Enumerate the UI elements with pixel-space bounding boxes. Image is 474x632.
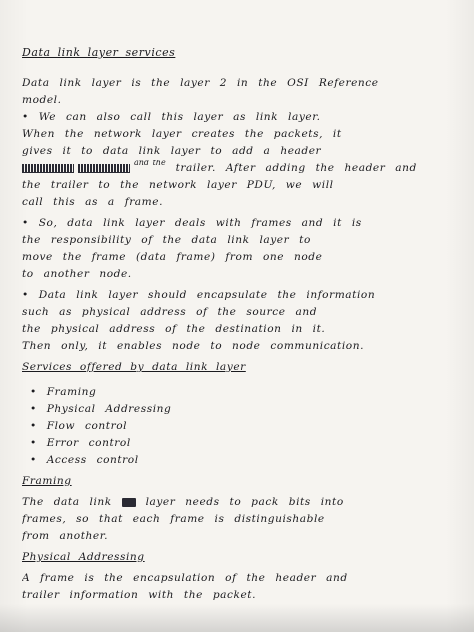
text-line: A frame is the encapsulation of the header and [22, 572, 348, 584]
paragraph-frames [22, 215, 452, 283]
text-line: • So, data link layer deals with frames and it is [22, 217, 362, 229]
text-fragment: trailer. After adding the header and [175, 162, 417, 174]
text-fragment: The data link [22, 496, 112, 508]
services-list [22, 384, 452, 469]
text-line: the responsibility of the data link layer to [22, 234, 311, 246]
text-line: such as physical address of the source and [22, 306, 318, 318]
services-heading: Services offered by data link layer [22, 361, 246, 373]
text-line: When the network layer creates the packets, it [22, 128, 342, 140]
paragraph-intro [22, 75, 452, 109]
crossed-out-word [122, 498, 136, 507]
page-bottom-shadow [0, 604, 474, 632]
framing-heading: Framing [22, 475, 72, 487]
text-line: to another node. [22, 268, 132, 280]
text-line: the trailer to the network layer PDU, we will [22, 179, 334, 191]
text-line [22, 494, 452, 511]
text-line: call this as a frame. [22, 196, 164, 208]
list-item: • Framing [30, 386, 97, 398]
text-line: Then only, it enables node to node communication. [22, 340, 365, 352]
text-line: • We can also call this layer as link layer. [22, 111, 321, 123]
text-line: the physical address of the destination in it. [22, 323, 326, 335]
list-item: • Access control [30, 454, 139, 466]
text-line: gives it to data link layer to add a header [22, 145, 322, 157]
text-line: Data link layer is the layer 2 in the OSI Reference [22, 77, 379, 89]
paragraph-encapsulation [22, 287, 452, 355]
page-title: Data link layer services [22, 46, 176, 59]
text-line: frames, so that each frame is distinguishable [22, 513, 325, 525]
crossed-out-scribble [22, 164, 74, 173]
paragraph-framing [22, 494, 452, 545]
inserted-text: and the [134, 160, 166, 167]
text-line: move the frame (data frame) from one node [22, 251, 323, 263]
crossed-out-scribble [78, 164, 130, 173]
physical-addressing-heading: Physical Addressing [22, 551, 145, 563]
list-item: • Error control [30, 437, 131, 449]
list-item: • Flow control [30, 420, 128, 432]
text-line: model. [22, 94, 62, 106]
text-line: trailer information with the packet. [22, 589, 257, 601]
paragraph-physical-addressing [22, 570, 452, 604]
text-fragment: layer needs to pack bits into [145, 496, 344, 508]
text-line: from another. [22, 530, 109, 542]
text-line [22, 160, 452, 177]
list-item: • Physical Addressing [30, 403, 172, 415]
paragraph-link-layer [22, 109, 452, 211]
text-line: • Data link layer should encapsulate the information [22, 289, 376, 301]
